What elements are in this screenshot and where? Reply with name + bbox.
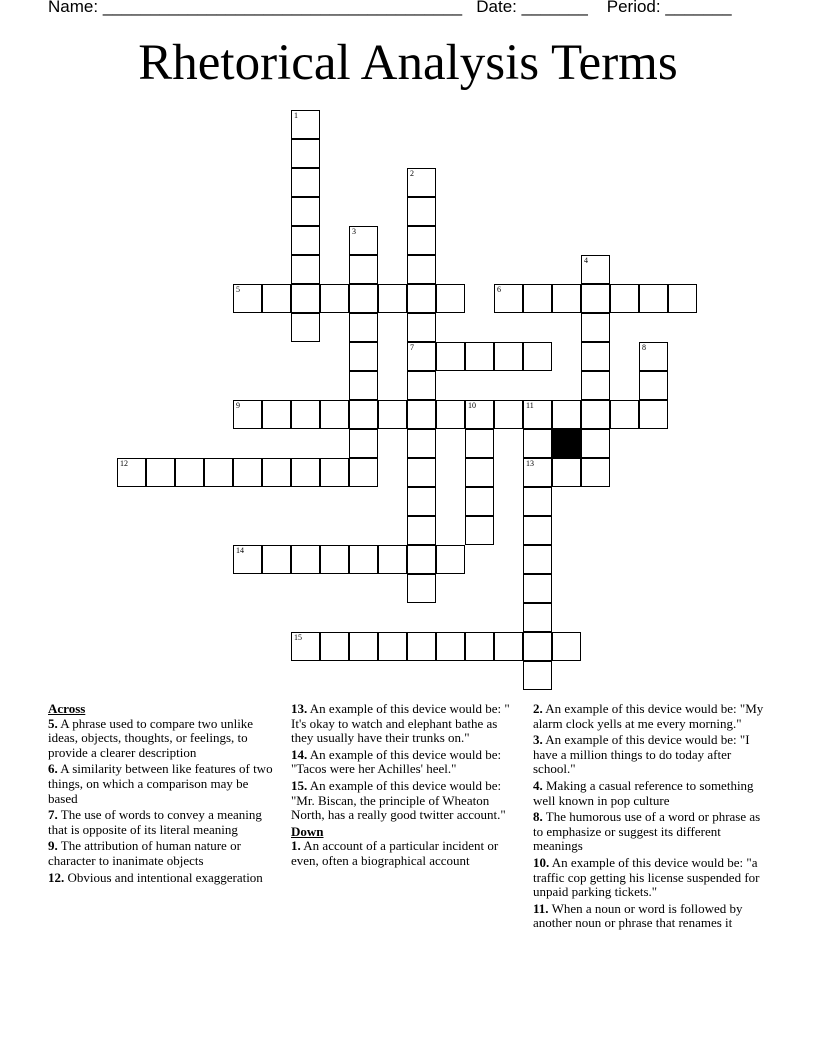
cell-number: 10 xyxy=(468,401,476,410)
name-label: Name: xyxy=(48,0,99,16)
crossword-cell[interactable] xyxy=(407,574,436,603)
clue-number: 2. xyxy=(533,701,543,716)
crossword-cell[interactable] xyxy=(465,400,494,429)
clue-text: An example of this device would be: "a traffic cop getting his license suspended for unpaid parking tickets." xyxy=(533,854,760,900)
crossword-cell[interactable] xyxy=(349,458,378,487)
crossword-cell[interactable] xyxy=(494,284,523,313)
clue-down-11 xyxy=(533,902,767,931)
clue-number: 14. xyxy=(291,746,308,762)
crossword-cell[interactable] xyxy=(262,284,291,313)
crossword-cell[interactable] xyxy=(523,400,552,429)
crossword-cell[interactable] xyxy=(552,400,581,429)
crossword-cell[interactable] xyxy=(639,284,668,313)
clue-number: 6. xyxy=(48,761,58,777)
crossword-cell[interactable] xyxy=(465,632,494,661)
crossword-cell[interactable] xyxy=(581,371,610,400)
clue-text: An example of this device would be: "My alarm clock yells at me every morning." xyxy=(533,701,764,731)
crossword-cell[interactable] xyxy=(581,458,610,487)
crossword-cell[interactable] xyxy=(233,284,262,313)
clue-text: An example of this device would be: "Tacos were her Achilles' heel." xyxy=(291,746,502,777)
crossword-cell[interactable] xyxy=(552,632,581,661)
crossword-cell[interactable] xyxy=(523,487,552,516)
crossword-cell[interactable] xyxy=(668,284,697,313)
clue-text: The attribution of human nature or character to inanimate objects xyxy=(48,838,241,868)
cell-number: 14 xyxy=(236,546,244,555)
crossword-cell[interactable] xyxy=(291,284,320,313)
crossword-cell[interactable] xyxy=(407,400,436,429)
page-title: Rhetorical Analysis Terms xyxy=(138,35,678,91)
crossword-cell[interactable] xyxy=(291,139,320,168)
clue-number: 12. xyxy=(48,869,65,885)
crossword-cell[interactable] xyxy=(581,400,610,429)
crossword-cell[interactable] xyxy=(407,458,436,487)
crossword-cell[interactable] xyxy=(436,400,465,429)
crossword-cell[interactable] xyxy=(291,255,320,284)
crossword-cell[interactable] xyxy=(407,632,436,661)
clue-across-12 xyxy=(48,871,276,886)
cell-number: 8 xyxy=(642,343,646,352)
crossword-cell[interactable] xyxy=(349,545,378,574)
crossword-cell[interactable] xyxy=(639,342,668,371)
name-blank[interactable]: ______________________________________ xyxy=(102,0,463,16)
crossword-cell[interactable] xyxy=(639,400,668,429)
crossword-cell[interactable] xyxy=(320,400,349,429)
crossword-cell[interactable] xyxy=(523,545,552,574)
clue-text: Obvious and intentional exaggeration xyxy=(67,869,263,885)
crossword-cell[interactable] xyxy=(407,284,436,313)
crossword-cell[interactable] xyxy=(291,197,320,226)
clue-number: 11. xyxy=(533,900,549,916)
crossword-cell[interactable] xyxy=(291,400,320,429)
clue-text: When a noun or word is followed by another noun or phrase that renames it xyxy=(533,900,743,931)
clue-text: The humorous use of a word or phrase as to emphasize or suggest its different meanings xyxy=(533,809,761,854)
crossword-cell[interactable] xyxy=(523,429,552,458)
crossword-cell[interactable] xyxy=(523,284,552,313)
crossword-cell[interactable] xyxy=(639,371,668,400)
crossword-cell[interactable] xyxy=(291,226,320,255)
clue-across-5 xyxy=(48,717,276,761)
crossword-cell[interactable] xyxy=(117,458,146,487)
crossword-cell[interactable] xyxy=(494,632,523,661)
crossword-cell[interactable] xyxy=(146,458,175,487)
cell-number: 5 xyxy=(236,285,240,294)
crossword-cell[interactable] xyxy=(349,400,378,429)
crossword-cell[interactable] xyxy=(407,197,436,226)
clue-down-2 xyxy=(533,702,767,731)
crossword-cell[interactable] xyxy=(378,284,407,313)
crossword-cell[interactable] xyxy=(233,400,262,429)
clue-column-3 xyxy=(533,702,767,933)
crossword-cell[interactable] xyxy=(291,168,320,197)
crossword-cell[interactable] xyxy=(320,632,349,661)
crossword-cell[interactable] xyxy=(523,661,552,690)
clue-column-2 xyxy=(291,702,521,871)
crossword-cell[interactable] xyxy=(465,429,494,458)
crossword-cell[interactable] xyxy=(523,632,552,661)
cell-number: 9 xyxy=(236,401,240,410)
cell-number: 1 xyxy=(294,111,298,120)
crossword-cell[interactable] xyxy=(407,342,436,371)
clue-number: 13. xyxy=(291,701,308,716)
clue-column-1 xyxy=(48,702,276,887)
crossword-cell[interactable] xyxy=(407,545,436,574)
clue-number: 4. xyxy=(533,777,543,793)
crossword-cell[interactable] xyxy=(349,313,378,342)
crossword-cell[interactable] xyxy=(291,545,320,574)
clue-across-6 xyxy=(48,762,276,806)
crossword-cell[interactable] xyxy=(436,632,465,661)
cell-number: 11 xyxy=(526,401,534,410)
crossword-cell[interactable] xyxy=(378,400,407,429)
crossword-cell[interactable] xyxy=(378,632,407,661)
crossword-cell[interactable] xyxy=(291,458,320,487)
crossword-cell[interactable] xyxy=(436,545,465,574)
crossword-cell[interactable] xyxy=(407,168,436,197)
clue-down-3 xyxy=(533,733,767,777)
crossword-cell[interactable] xyxy=(233,458,262,487)
crossword-cell[interactable] xyxy=(262,545,291,574)
clue-number: 7. xyxy=(48,807,58,823)
clue-down-1 xyxy=(291,839,521,868)
clue-down-10 xyxy=(533,856,767,900)
clue-across-13 xyxy=(291,702,521,746)
crossword-cell[interactable] xyxy=(407,487,436,516)
crossword-cell[interactable] xyxy=(349,284,378,313)
cell-number: 15 xyxy=(294,633,302,642)
clue-number: 9. xyxy=(48,838,58,854)
crossword-cell[interactable] xyxy=(436,284,465,313)
crossword-cell[interactable] xyxy=(175,458,204,487)
crossword-cell[interactable] xyxy=(407,429,436,458)
crossword-cell[interactable] xyxy=(436,342,465,371)
clue-across-7 xyxy=(48,808,276,837)
crossword-cell[interactable] xyxy=(291,313,320,342)
clue-down-4 xyxy=(533,779,767,808)
crossword-cell[interactable] xyxy=(233,545,262,574)
clue-text: An example of this device would be: "I have a million things to do today after school." xyxy=(533,732,750,777)
crossword-cell[interactable] xyxy=(378,545,407,574)
cell-number: 7 xyxy=(410,343,414,352)
crossword-cell[interactable] xyxy=(407,255,436,284)
across-heading: Across xyxy=(48,701,86,716)
crossword-cell[interactable] xyxy=(465,458,494,487)
crossword-cell[interactable] xyxy=(262,400,291,429)
crossword-cell[interactable] xyxy=(349,632,378,661)
crossword-cell[interactable] xyxy=(552,284,581,313)
down-heading: Down xyxy=(291,823,324,839)
crossword-cell[interactable] xyxy=(552,458,581,487)
crossword-cell[interactable] xyxy=(407,313,436,342)
crossword-cell[interactable] xyxy=(523,516,552,545)
crossword-cell[interactable] xyxy=(349,371,378,400)
clue-number: 10. xyxy=(533,854,550,870)
cell-number: 6 xyxy=(497,285,501,294)
clue-across-15 xyxy=(291,779,521,823)
clue-text: A similarity between like features of two things, on which a comparison may be based xyxy=(48,761,273,806)
crossword-cell[interactable] xyxy=(320,458,349,487)
crossword-cell[interactable] xyxy=(291,632,320,661)
crossword-cell[interactable] xyxy=(320,284,349,313)
clue-text: A phrase used to compare two unlike ideas, objects, thoughts, or feelings, to provide a clearer description xyxy=(48,715,254,760)
date-blank[interactable]: _______ xyxy=(521,0,588,16)
crossword-cell[interactable] xyxy=(407,516,436,545)
clue-across-9 xyxy=(48,839,276,868)
crossword-cell[interactable] xyxy=(581,429,610,458)
crossword-cell[interactable] xyxy=(349,429,378,458)
crossword-cell[interactable] xyxy=(407,226,436,255)
crossword-cell[interactable] xyxy=(349,226,378,255)
crossword-cell[interactable] xyxy=(523,458,552,487)
clue-down-8 xyxy=(533,810,767,854)
crossword-cell[interactable] xyxy=(349,255,378,284)
cell-number: 4 xyxy=(584,256,588,265)
clue-across-14 xyxy=(291,748,521,777)
clue-number: 1. xyxy=(291,838,301,854)
crossword-cell[interactable] xyxy=(610,400,639,429)
clue-text: An account of a particular incident or even, often a biographical account xyxy=(291,838,499,868)
crossword-cell[interactable] xyxy=(349,342,378,371)
cell-number: 13 xyxy=(526,459,534,468)
clue-text: An example of this device would be: "Mr. Biscan, the principle of Wheaton North, has a really good twitter account." xyxy=(291,777,506,823)
crossword-cell[interactable] xyxy=(465,342,494,371)
crossword-cell[interactable] xyxy=(581,313,610,342)
clue-text: The use of words to convey a meaning that is opposite of its literal meaning xyxy=(48,807,262,837)
cell-number: 3 xyxy=(352,227,356,236)
clue-number: 5. xyxy=(48,715,58,731)
crossword-cell[interactable] xyxy=(523,603,552,632)
crossword-cell[interactable] xyxy=(407,371,436,400)
cell-number: 12 xyxy=(120,459,128,468)
black-cell xyxy=(552,429,581,458)
crossword-cell[interactable] xyxy=(581,255,610,284)
crossword-cell[interactable] xyxy=(465,487,494,516)
period-blank[interactable]: _______ xyxy=(665,0,732,16)
period-label: Period: xyxy=(606,0,661,16)
crossword-cell[interactable] xyxy=(262,458,291,487)
crossword-cell[interactable] xyxy=(610,284,639,313)
crossword-cell[interactable] xyxy=(494,400,523,429)
crossword-cell[interactable] xyxy=(291,110,320,139)
crossword-cell[interactable] xyxy=(523,574,552,603)
crossword-cell[interactable] xyxy=(581,342,610,371)
clue-number: 3. xyxy=(533,732,543,748)
clue-text: An example of this device would be: " It's okay to watch and elephant bathe as they usually have their trunks on." xyxy=(291,701,510,746)
crossword-cell[interactable] xyxy=(204,458,233,487)
cell-number: 2 xyxy=(410,169,414,178)
crossword-cell[interactable] xyxy=(523,342,552,371)
date-label: Date: xyxy=(476,0,517,16)
clue-number: 15. xyxy=(291,777,308,793)
clue-text: Making a casual reference to something well known in pop culture xyxy=(533,777,754,808)
crossword-cell[interactable] xyxy=(581,284,610,313)
crossword-cell[interactable] xyxy=(320,545,349,574)
crossword-cell[interactable] xyxy=(494,342,523,371)
clue-number: 8. xyxy=(533,809,543,825)
crossword-cell[interactable] xyxy=(465,516,494,545)
